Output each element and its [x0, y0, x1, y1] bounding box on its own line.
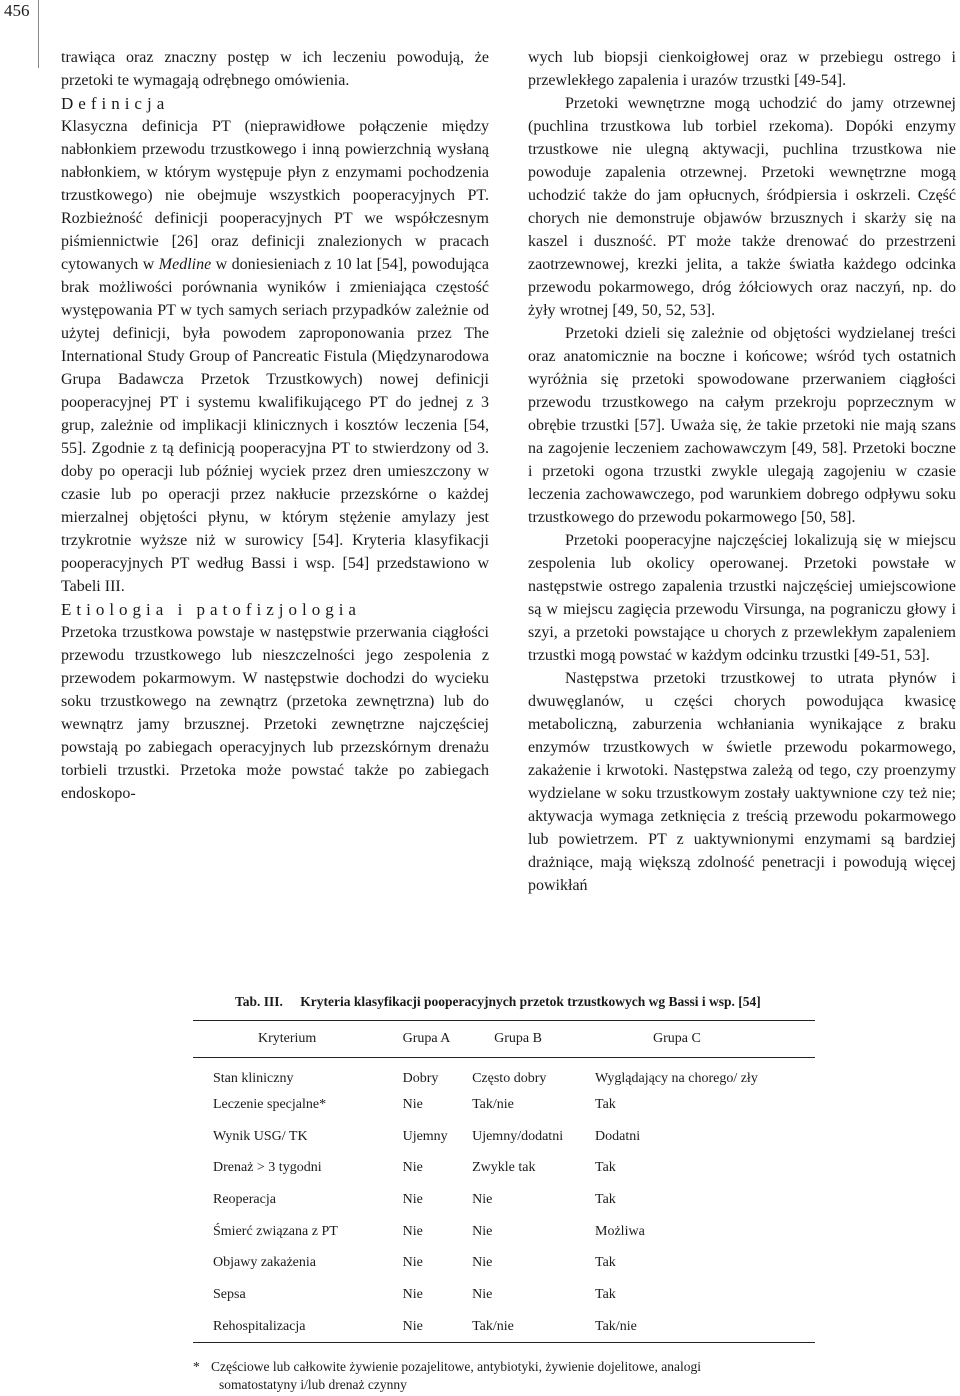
cell: Tak	[595, 1192, 616, 1208]
table-row	[193, 1058, 815, 1090]
table-row	[193, 1311, 815, 1343]
cell: Sepsa	[213, 1287, 246, 1303]
intro-paragraph: trawiąca oraz znaczny postęp w ich leczeniu powodują, że przetoki te wymagają odrębnego omówienia.	[61, 49, 489, 89]
cell: Stan kliniczny	[213, 1070, 294, 1086]
cell: Tak	[595, 1255, 616, 1271]
table-footnote	[193, 1358, 813, 1394]
cell: Objawy zakażenia	[213, 1255, 316, 1271]
table-row	[193, 1279, 815, 1311]
cell: Dobry	[402, 1070, 439, 1086]
header-rule	[38, 0, 39, 68]
medline-term: Medline	[158, 256, 212, 273]
cell: Śmierć związana z PT	[213, 1223, 338, 1239]
header-kryterium: Kryterium	[258, 1031, 317, 1046]
cell: Ujemny/dodatni	[472, 1128, 564, 1144]
cell: Tak	[595, 1097, 616, 1113]
cell: Tak/nie	[472, 1318, 514, 1334]
table-label: Tab. III.	[235, 994, 283, 1009]
etiology-paragraph: Przetoka trzustkowa powstaje w następstwie przerwania ciągłości przewodu trzustkowego lub nieszczelności jego zespolenia z przewodem pokarmowym. W następstwie dochodzi do wycieku soku trzustkowego na zewnątrz (przetoka zewnętrzna) lub do wewnątrz jamy brzusznej. Przetoki zewnętrzne najczęściej powstają po zabiegach operacyjnych lub przezskórnym drenażu torbieli trzustki. Przetoka może powstać także po zabiegach endoskopo-	[61, 624, 489, 802]
footnote-marker: *	[193, 1359, 200, 1374]
footnote-line-1: Częściowe lub całkowite żywienie pozajelitowe, antybiotyki, żywienie dojelitowe, analogi	[211, 1359, 701, 1374]
table-row	[193, 1121, 815, 1153]
cell: Ujemny	[402, 1128, 448, 1144]
header-grupa-c: Grupa C	[653, 1031, 701, 1046]
table-row	[193, 1089, 815, 1121]
table-row	[193, 1153, 815, 1185]
cell: Często dobry	[472, 1070, 547, 1086]
cell: Nie	[402, 1160, 423, 1176]
cell: Tak	[595, 1287, 616, 1303]
heading-etiology: Etiologia i patofizjologia	[61, 600, 361, 619]
cell: Nie	[402, 1255, 423, 1271]
cell: Dodatni	[595, 1128, 641, 1144]
cell: Nie	[472, 1255, 493, 1271]
table-header-row	[193, 1021, 815, 1058]
cell: Wyglądający na chorego/ zły	[595, 1070, 758, 1086]
cell: Reoperacja	[213, 1192, 276, 1208]
right-paragraph-2: Przetoki wewnętrzne mogą uchodzić do jamy otrzewnej (puchlina trzustkowa lub torbiel rzekoma). Dopóki enzymy trzustkowe nie ulegną aktywacji, puchlina trzustkowa nie powoduje zapalenia otrzewnej. Przetoki wewnętrzne mogą uchodzić także do jam opłucnych, śródpiersia i oskrzeli. Część chorych nie demonstruje objawów brzusznych i skarży się na kaszel i duszność. PT może także drenować do przestrzeni zaotrzewnowej, krezki jelita, a także światła każdego odcinka przewodu pokarmowego, dróg żółciowych oraz naczyń, np. do żyły wrotnej [49, 50, 52, 53].	[528, 95, 956, 319]
cell: Wynik USG/ TK	[213, 1128, 308, 1144]
cell: Nie	[472, 1192, 493, 1208]
cell: Nie	[402, 1097, 423, 1113]
cell: Leczenie specjalne*	[213, 1097, 327, 1113]
cell: Zwykle tak	[472, 1160, 536, 1176]
table-iii	[193, 994, 815, 1343]
footnote-line-2: somatostatyny i/lub drenaż czynny	[219, 1377, 407, 1392]
right-paragraph-5: Następstwa przetoki trzustkowej to utrata płynów i dwuwęglanów, u części chorych powodująca kwasicę metaboliczną, zaburzenia wchłaniania wynikające z braku enzymów trzustkowych w świetle przewodu pokarmowego, zakażenie i krwotoki. Następstwa zależą od tego, czy proenzymy wydzielane w soku trzustkowym zostały uaktywnione czy też nie; aktywacja wymaga zetknięcia z treścią przewodu pokarmowego lub powietrzem. PT z uaktywnionymi enzymami są bardziej drażniące, mają większą zdolność penetracji i powodują więcej powikłań	[528, 670, 956, 894]
right-paragraph-4: Przetoki pooperacyjne najczęściej lokalizują się w miejscu zespolenia lub okolicy operowanej. Przetoki powstałe w następstwie ostrego zapalenia trzustki najczęściej umiejscowione są w miejscu zagięcia przewodu Virsunga, na pograniczu głowy i szyi, a przetoki powstające u chorych z przewlekłym zapaleniem trzustki mogą powstać w każdym odcinku trzustki [49-51, 53].	[528, 532, 956, 664]
left-column	[61, 46, 489, 805]
right-column	[528, 46, 956, 897]
right-paragraph-3: Przetoki dzieli się zależnie od objętości wydzielanej treści oraz anatomicznie na boczne i końcowe; wśród tych ostatnich wyróżnia się przetoki spowodowane przerwaniem ciągłości przewodu trzustkowego na całym przekroju poprzecznym w obrębie trzustki [57]. Uważa się, że takie przetoki nie mają szans na zagojenie leczeniem zachowawczym [49, 58]. Przetoki boczne i przetoki ogona trzustki zwykle ulegają zagojeniu w czasie leczenia zachowawczego, pod warunkiem dobrego odpływu soku trzustkowego do przewodu pokarmowego [50, 58].	[528, 325, 956, 526]
cell: Nie	[402, 1223, 423, 1239]
table-row	[193, 1248, 815, 1280]
page-number: 456	[4, 1, 30, 20]
table-caption	[235, 994, 815, 1010]
cell: Nie	[402, 1192, 423, 1208]
cell: Tak/nie	[595, 1318, 637, 1334]
cell: Możliwa	[595, 1223, 645, 1239]
cell: Nie	[402, 1287, 423, 1303]
cell: Nie	[472, 1223, 493, 1239]
cell: Rehospitalizacja	[213, 1318, 306, 1334]
classification-table	[193, 1020, 815, 1343]
definition-paragraph: Klasyczna definicja PT (nieprawidłowe połączenie między nabłonkiem przewodu trzustkowego i inną powierzchnią wysłaną nabłonkiem, w którym występuje płyn z enzymami pochodzenia trzustkowego) nie obejmuje wszystkich pooperacyjnych PT. Rozbieżność definicji pooperacyjnych PT we współczesnym piśmiennictwie [26] oraz definicji znalezionych w pracach cytowanych w Medline w doniesieniach z 10 lat [54], powodująca brak możliwości porównania wyników i zmieniająca częstość występowania PT w tych samych seriach przypadków zależnie od użytej definicji, była powodem zaproponowania przez The International Study Group of Pancreatic Fistula (Międzynarodowa Grupa Badawcza Przetok Trzustkowych) nowej definicji pooperacyjnej PT i systemu kwalifikującego PT do jednej z 3 grup, zależnie od implikacji klinicznych i kosztów leczenia [54, 55]. Zgodnie z tą definicją pooperacyjna PT to stwierdzony od 3. doby po operacji lub później wyciek przez dren umieszczony w czasie lub po operacji przez nakłucie przezskórne o każdej mierzalnej objętości płynu, w którym stężenie amylazy jest trzykrotnie wyższe niż w surowicy [54]. Kryteria klasyfikacji pooperacyjnych PT według Bassi i wsp. [54] przedstawiono w Tabeli III.	[61, 118, 490, 595]
cell: Drenaż > 3 tygodni	[213, 1160, 322, 1176]
header-grupa-b: Grupa B	[494, 1031, 542, 1046]
table-row	[193, 1184, 815, 1216]
cell: Tak	[595, 1160, 616, 1176]
table-caption-text: Kryteria klasyfikacji pooperacyjnych przetok trzustkowych wg Bassi i wsp. [54]	[300, 994, 761, 1009]
right-paragraph-1: wych lub biopsji cienkoigłowej oraz w przebiegu ostrego i przewlekłego zapalenia i urazów trzustki [49-54].	[528, 49, 956, 89]
header-grupa-a: Grupa A	[402, 1031, 451, 1046]
cell: Nie	[402, 1318, 423, 1334]
cell: Nie	[472, 1287, 493, 1303]
cell: Tak/nie	[472, 1097, 514, 1113]
heading-definition: Definicja	[61, 94, 170, 113]
table-row	[193, 1216, 815, 1248]
